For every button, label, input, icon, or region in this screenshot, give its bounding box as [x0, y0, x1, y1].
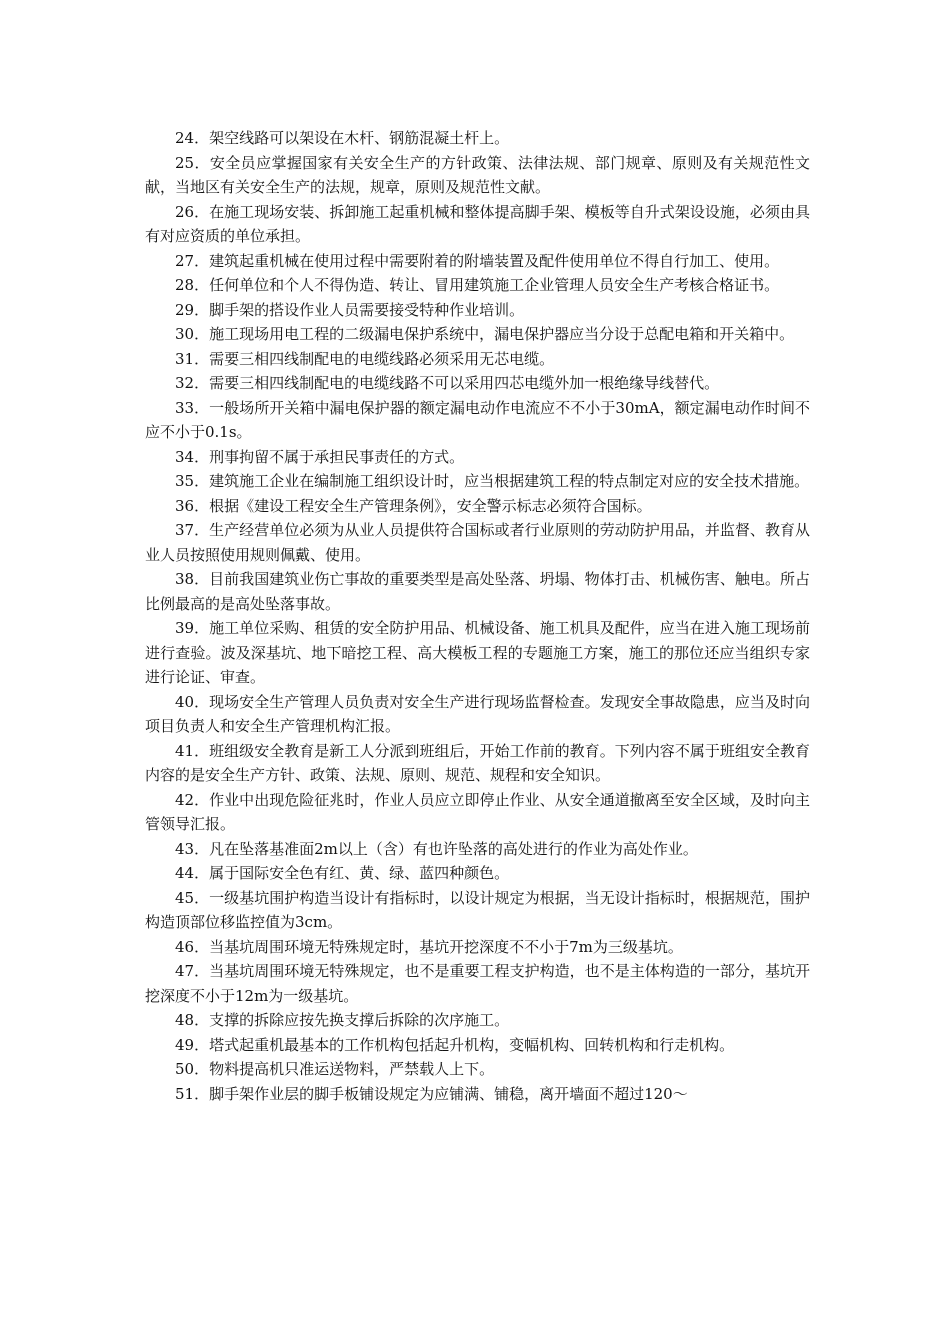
paragraph-35: 35．建筑施工企业在编制施工组织设计时，应当根据建筑工程的特点制定对应的安全技术措施。: [175, 472, 810, 490]
paragraph-40: 40．现场安全生产管理人员负责对安全生产进行现场监督检查。发现安全事故隐患，应当及时向项目负责人和安全生产管理机构汇报。: [145, 692, 810, 735]
paragraph-50: 50．物料提高机只准运送物料，严禁载人上下。: [175, 1060, 495, 1078]
paragraph-46: 46．当基坑周围环境无特殊规定时，基坑开挖深度不不小于7m为三级基坑。: [175, 937, 683, 956]
paragraph-51: 51．脚手架作业层的脚手板铺设规定为应铺满、铺稳，离开墙面不超过120～: [175, 1084, 688, 1103]
paragraph-30: 30．施工现场用电工程的二级漏电保护系统中，漏电保护器应当分设于总配电箱和开关箱中。: [175, 325, 795, 343]
paragraph-41: 41．班组级安全教育是新工人分派到班组后，开始工作前的教育。下列内容不属于班组安全教育内容的是安全生产方针、政策、法规、原则、规范、规程和安全知识。: [145, 741, 810, 784]
paragraph-37: 37．生产经营单位必须为从业人员提供符合国标或者行业原则的劳动防护用品，并监督、教育从业人员按照使用规则佩戴、使用。: [145, 521, 810, 564]
paragraph-48: 48．支撑的拆除应按先换支撑后拆除的次序施工。: [175, 1011, 510, 1029]
paragraph-24: 24．架空线路可以架设在木杆、钢筋混凝土杆上。: [175, 129, 510, 147]
paragraph-47: 47．当基坑周围环境无特殊规定，也不是重要工程支护构造，也不是主体构造的一部分，基坑开挖深度不小于12m为一级基坑。: [145, 962, 810, 1005]
paragraph-38: 38．目前我国建筑业伤亡事故的重要类型是高处坠落、坍塌、物体打击、机械伤害、触电。所占比例最高的是高处坠落事故。: [145, 570, 810, 613]
paragraph-36: 36．根据《建设工程安全生产管理条例》，安全警示标志必须符合国标。: [175, 496, 652, 515]
paragraph-34: 34．刑事拘留不属于承担民事责任的方式。: [175, 447, 465, 466]
paragraph-25: 25．安全员应掌握国家有关安全生产的方针政策、法律法规、部门规章、原则及有关规范性文献，当地区有关安全生产的法规，规章，原则及规范性文献。: [145, 153, 810, 196]
paragraph-42: 42．作业中出现危险征兆时，作业人员应立即停止作业、从安全通道撤离至安全区域，及时向主管领导汇报。: [145, 790, 810, 833]
paragraph-39: 39．施工单位采购、租赁的安全防护用品、机械设备、施工机具及配件，应当在进入施工现场前进行查验。波及深基坑、地下暗挖工程、高大模板工程的专题施工方案，施工的那位还应当组织专家进行论证、审查。: [145, 619, 810, 686]
paragraph-26: 26．在施工现场安装、拆卸施工起重机械和整体提高脚手架、模板等自升式架设设施，必须由具有对应资质的单位承担。: [145, 202, 810, 245]
paragraph-28: 28．任何单位和个人不得伪造、转让、冒用建筑施工企业管理人员安全生产考核合格证书。: [175, 276, 780, 294]
paragraph-43: 43．凡在坠落基准面2m以上（含）有也许坠落的高处进行的作业为高处作业。: [175, 839, 698, 858]
paragraph-44: 44．属于国际安全色有红、黄、绿、蓝四种颜色。: [175, 864, 510, 882]
document-body: [145, 126, 810, 1106]
paragraph-33: 33．一般场所开关箱中漏电保护器的额定漏电动作电流应不不小于30mA，额定漏电动作时间不应不小于0.1s。: [145, 398, 810, 441]
paragraph-29: 29．脚手架的搭设作业人员需要接受特种作业培训。: [175, 300, 525, 319]
paragraph-45: 45．一级基坑围护构造当设计有指标时，以设计规定为根据，当无设计指标时，根据规范，围护构造顶部位移监控值为3cm。: [145, 888, 810, 931]
paragraph-32: 32．需要三相四线制配电的电缆线路不可以采用四芯电缆外加一根绝缘导线替代。: [175, 374, 720, 392]
paragraph-27: 27．建筑起重机械在使用过程中需要附着的附墙装置及配件使用单位不得自行加工、使用。: [175, 251, 780, 270]
paragraph-49: 49．塔式起重机最基本的工作机构包括起升机构，变幅机构、回转机构和行走机构。: [175, 1035, 735, 1054]
paragraph-31: 31．需要三相四线制配电的电缆线路必须采用无芯电缆。: [175, 349, 555, 368]
